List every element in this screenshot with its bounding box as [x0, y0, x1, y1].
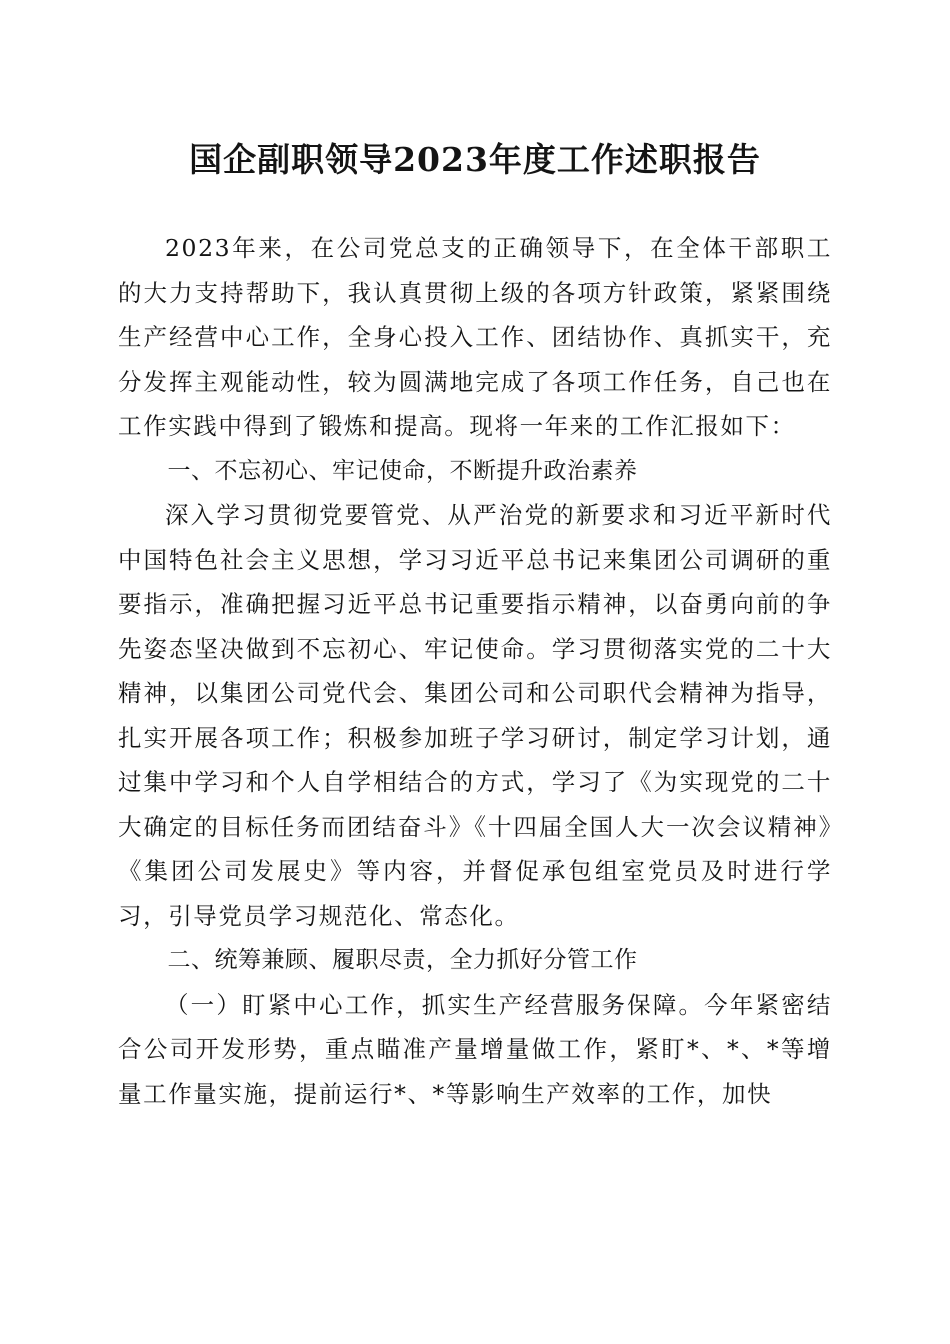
section-2-paragraph: （一）盯紧中心工作，抓实生产经营服务保障。今年紧密结合公司开发形势，重点瞄准产量增量做工作，紧盯*、*、*等增量工作量实施，提前运行*、*等影响生产效率的工作，加快: [118, 990, 832, 1108]
section-1-paragraph: 深入学习贯彻党要管党、从严治党的新要求和习近平新时代中国特色社会主义思想，学习习近平总书记来集团公司调研的重要指示，准确把握习近平总书记重要指示精神，以奋勇向前的争先姿态坚决做到不忘初心、牢记使命。学习贯彻落实党的二十大精神，以集团公司党代会、集团公司和公司职代会精神为指导，扎实开展各项工作；积极参加班子学习研讨，制定学习计划，通过集中学习和个人自学相结合的方式，学习了《为实现党的二十大确定的目标任务而团结奋斗》《十四届全国人大一次会议精神》《集团公司发展史》等内容，并督促承包组室党员及时进行学习，引导党员学习规范化、常态化。: [118, 501, 832, 930]
document-title: 国企副职领导2023年度工作述职报告: [189, 140, 761, 179]
intro-paragraph: 2023年来，在公司党总支的正确领导下，在全体干部职工的大力支持帮助下，我认真贯彻上级的各项方针政策，紧紧围绕生产经营中心工作，全身心投入工作、团结协作、真抓实干，充分发挥主观能动性，较为圆满地完成了各项工作任务，自己也在工作实践中得到了锻炼和提高。现将一年来的工作汇报如下：: [118, 234, 832, 440]
section-2-heading: 二、统筹兼顾、履职尽责，全力抓好分管工作: [167, 947, 638, 973]
document-page: [118, 130, 832, 1116]
section-1-heading: 一、不忘初心、牢记使命，不断提升政治素养: [167, 457, 638, 484]
